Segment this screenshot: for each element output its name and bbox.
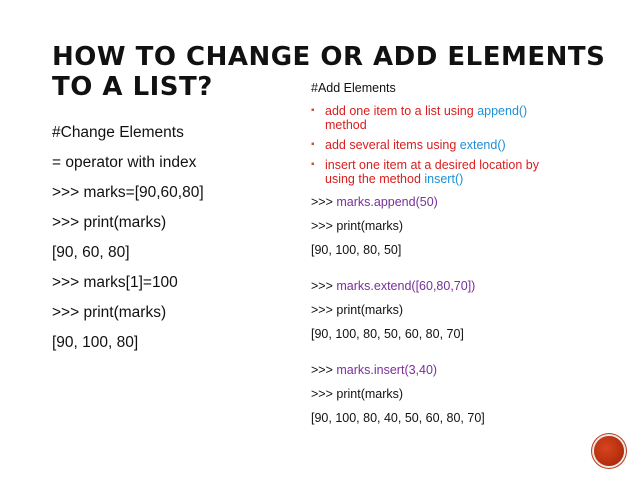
bullet-extend bbox=[311, 138, 611, 152]
append-call: marks.append(50) bbox=[336, 195, 438, 209]
extend-call-line bbox=[311, 276, 611, 296]
bullet-insert-text: insert one item at a desired location by bbox=[325, 158, 540, 172]
output-line-2: [90, 100, 80] bbox=[52, 334, 139, 351]
change-elements-heading: #Change Elements bbox=[52, 124, 184, 141]
bullet-insert-continuation: using the method bbox=[325, 172, 425, 186]
code-line-assign: >>> marks=[90,60,80] bbox=[52, 184, 204, 201]
extend-call: marks.extend([60,80,70]) bbox=[336, 279, 476, 293]
bullet-append-text: add one item to a list using bbox=[325, 104, 478, 118]
bullet-append bbox=[311, 104, 611, 132]
append-print-line: >>> print(marks) bbox=[311, 219, 404, 233]
bullet-marker-icon: ▪ bbox=[311, 159, 315, 170]
add-elements-heading: #Add Elements bbox=[311, 81, 396, 95]
change-elements-section bbox=[52, 118, 292, 358]
prompt: >>> bbox=[311, 363, 337, 377]
title-line-2: TO A LIST? bbox=[52, 72, 213, 102]
insert-call: marks.insert(3,40) bbox=[336, 363, 438, 377]
code-line-print-1: >>> print(marks) bbox=[52, 214, 167, 231]
code-line-index-assign: >>> marks[1]=100 bbox=[52, 274, 178, 291]
insert-function: insert() bbox=[424, 172, 464, 186]
title-line-1: HOW TO CHANGE OR ADD ELEMENTS bbox=[52, 42, 606, 72]
bullet-marker-icon: ▪ bbox=[311, 105, 315, 116]
extend-print-line: >>> print(marks) bbox=[311, 303, 404, 317]
append-output: [90, 100, 80, 50] bbox=[311, 243, 402, 257]
bullet-insert bbox=[311, 158, 611, 186]
bullet-marker-icon: ▪ bbox=[311, 139, 315, 150]
add-elements-section bbox=[311, 78, 611, 428]
insert-call-line bbox=[311, 360, 611, 380]
prompt: >>> bbox=[311, 279, 337, 293]
extend-function: extend() bbox=[459, 138, 506, 152]
bullet-extend-text: add several items using bbox=[325, 138, 460, 152]
slide-badge-circle bbox=[594, 436, 624, 466]
output-line-1: [90, 60, 80] bbox=[52, 244, 130, 261]
insert-output: [90, 100, 80, 40, 50, 60, 80, 70] bbox=[311, 411, 485, 425]
code-line-print-2: >>> print(marks) bbox=[52, 304, 167, 321]
insert-print-line: >>> print(marks) bbox=[311, 387, 404, 401]
bullet-append-continuation: method bbox=[325, 118, 367, 132]
operator-description: = operator with index bbox=[52, 154, 197, 171]
append-function: append() bbox=[477, 104, 528, 118]
append-call-line bbox=[311, 192, 611, 212]
extend-output: [90, 100, 80, 50, 60, 80, 70] bbox=[311, 327, 464, 341]
prompt: >>> bbox=[311, 195, 337, 209]
